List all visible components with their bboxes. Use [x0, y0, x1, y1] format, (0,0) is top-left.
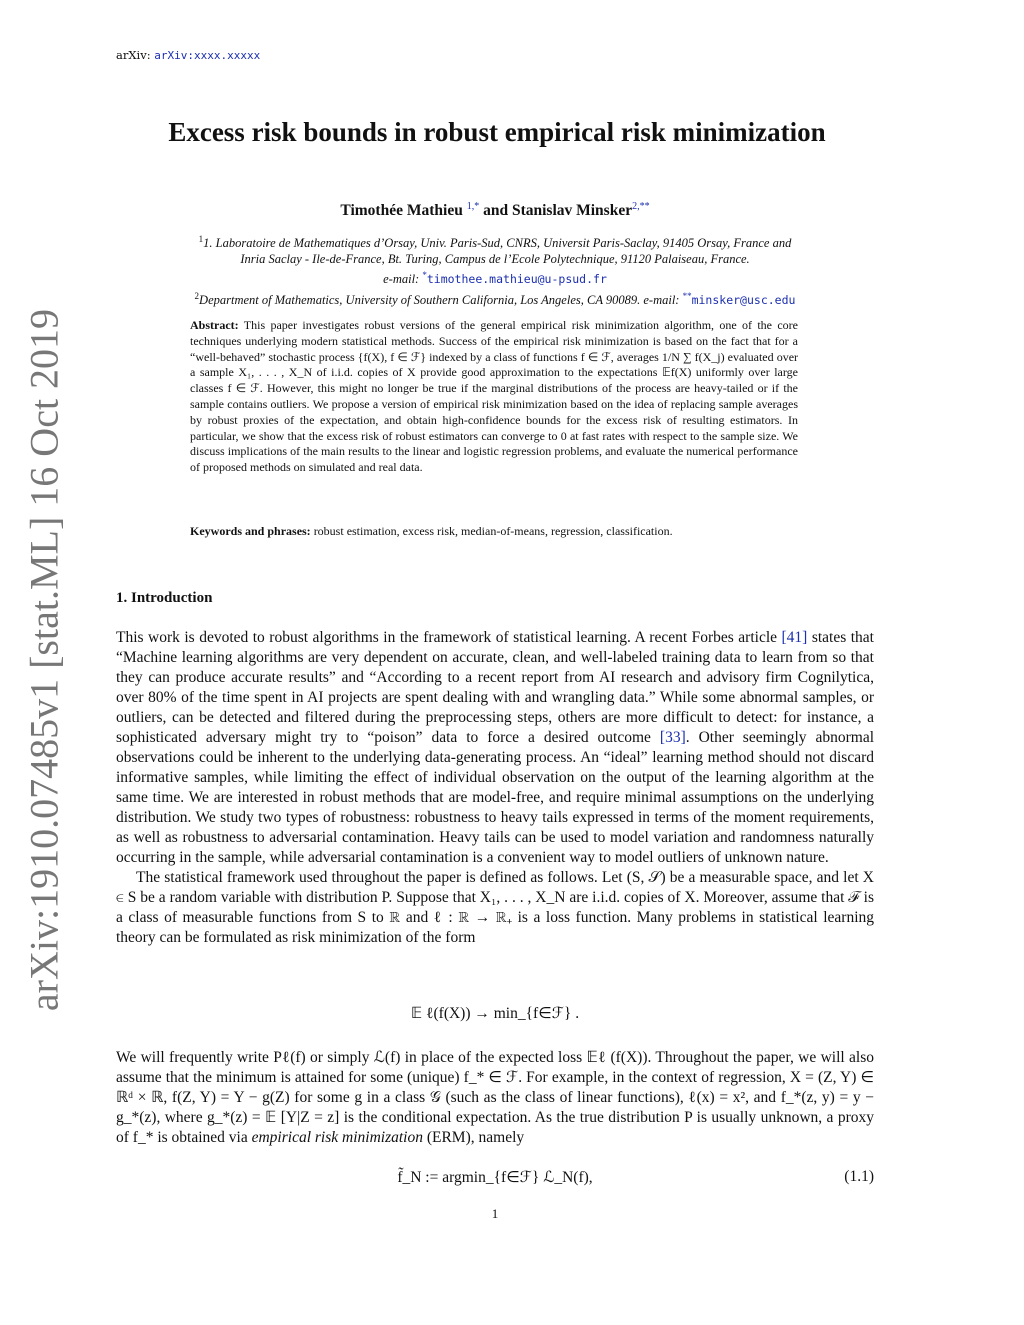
author-1: Timothée Mathieu [340, 202, 463, 220]
keywords-text: robust estimation, excess risk, median-of-means, regression, classification. [313, 524, 673, 538]
citation-33[interactable]: [33] [659, 729, 686, 746]
abstract-text-1: This paper investigates robust versions of the general empirical risk minimization algorithm, one of the core techniques underlying modern statistical methods. Success of the empirical risk minimization is based on the fact that for a “well-behaved” stochastic process {f(X), f ∈ ℱ} indexed by a class of functions f ∈ ℱ, averages [190, 318, 798, 364]
email-link-1[interactable]: timothee.mathieu@u-psud.fr [426, 272, 607, 287]
header-arxiv-link[interactable]: arXiv:xxxx.xxxxx [154, 49, 261, 62]
affiliation-2: $^2$Department of Mathematics, University of Southern California, Los Angeles, CA 90089. e-mail: **minsker@usc.edu [194, 291, 796, 308]
email-link-2[interactable]: minsker@usc.edu [691, 293, 796, 308]
arxiv-header [116, 48, 260, 62]
author-2-mark[interactable]: 2,** [632, 201, 650, 212]
paragraph-1: This work is devoted to robust algorithms in the framework of statistical learning. A recent Forbes article [41] states that “Machine learning algorithms are very dependent on accurate, clean, and well-labeled training data to learn from so that they can produce accurate results” and “According to a recent report from AI research and advisory firm Cognilytica, over 80% of the time spent in AI projects are spent dealing with and wrangling data.” While some abnormal samples, or outliers, can be detected and filtered during the preprocessing steps, others are more difficult to detect: for instance, a sophisticated adversary might try to “poison” data to force a desired outcome [33]. Other seemingly abnormal observations could be inherent to the underlying data-generating process. An “ideal” learning method should not discard informative samples, while limiting the effect of individual observation on the output of the learning algorithm at the same time. We are interested in robust methods that are model-free, and require minimal assumptions on the underlying distribution. We study two types of robustness: robustness to heavy tails expressed in terms of the moment requirements, as well as robustness to adversarial contamination. Heavy tails can be used to model variation and randomness naturally occurring in the sample, while adversarial contamination is a convenient way to model outliers of unknown nature. [116, 629, 875, 866]
affiliation-1-mark: 1 [198, 234, 204, 244]
page-number: 1 [491, 1206, 499, 1221]
display-equation-1: 𝔼 ℓ(f(X)) → min_{f∈ℱ} . [410, 1005, 580, 1022]
header-label: arXiv: [116, 48, 151, 62]
keywords [190, 524, 798, 540]
author-1-mark[interactable]: 1,* [466, 201, 480, 212]
abstract-label: Abstract: [190, 318, 239, 332]
author-2: Stanislav Minsker [511, 202, 633, 220]
abstract-average-expr: 1/N ∑ f(X_j) [661, 349, 725, 364]
keywords-label: Keywords and phrases: [190, 524, 311, 538]
abstract-text-2: evaluated over a sample X₁, . . . , X_N of i.i.d. copies of X provide good approximation to the expectations 𝔼f(X) uniformly over large classes f ∈ ℱ. However, this might no longer be true if the marginal distributions of the process are heavy-tailed or if the sample contains outliers. We propose a version of empirical risk minimization based on the idea of replacing sample averages by robust proxies of the expectation, and obtain high-confidence bounds for the excess risk of resulting estimators. In particular, we show that the excess risk of robust estimators can converge to 0 at fast rates with respect to the sample size. We discuss implications of the main results to the linear and logistic regression problems, and evaluate the numerical performance of proposed methods on simulated and real data. [190, 349, 799, 475]
affiliation-1 [116, 231, 874, 287]
equation-number[interactable]: (1.1) [844, 1168, 874, 1185]
affiliation-1-line1: $^1$1. Laboratoire de Mathematiques d’Orsay, Univ. Paris-Sud, CNRS, Universit Paris-Saclay, 91405 Orsay, France and [198, 234, 792, 251]
author-line [116, 201, 874, 220]
citation-41[interactable]: [41] [781, 629, 808, 646]
arxiv-side-stamp: arXiv:1910.07485v1 [stat.ML] 16 Oct 2019 [21, 308, 67, 1012]
emphasis-erm: empirical risk minimization [251, 1129, 423, 1146]
affiliation-2-mark: 2 [194, 291, 200, 301]
paragraph-2: The statistical framework used throughout the paper is defined as follows. Let (S, 𝒮) be a measurable space, and let X ∈ S be a random variable with distribution P. Suppose that X₁, . . . , X_N are i.i.d. copies of X. Moreover, assume that ℱ is a class of measurable functions from S to ℝ and ℓ : ℝ → ℝ₊ is a loss function. Many problems in statistical learning theory can be formulated as risk minimization of the form [116, 869, 874, 946]
paper-title: Excess risk bounds in robust empirical risk minimization [168, 117, 826, 147]
abstract [190, 318, 798, 476]
affiliation-1-email-line: e-mail: *timothee.mathieu@u-psud.fr [383, 270, 607, 287]
intro-body [116, 628, 874, 948]
affiliation-1-line2: Inria Saclay - Ile-de-France, Bt. Turing, Campus de l’Ecole Polytechnique, 91120 Palaiseau, France. [240, 252, 750, 267]
author-and: and [483, 202, 509, 220]
paragraph-3: We will frequently write Pℓ(f) or simply ℒ(f) in place of the expected loss 𝔼ℓ (f(X)). Throughout the paper, we will also assume that the minimum is attained for some (unique) f_* ∈ ℱ. For example, in the context of regression, X = (Z, Y) ∈ ℝᵈ × ℝ, f(Z, Y) = Y − g(Z) for some g in a class 𝒢 (such as the class of linear functions), ℓ(x) = x², and f_*(z, y) = y − g_*(z), where g_*(z) = 𝔼 [Y|Z = z] is the conditional expectation. As the true distribution P is usually unknown, a proxy of f_* is obtained via empirical risk minimization (ERM), namely [116, 1049, 874, 1146]
display-equation-2: f̃_N := argmin_{f∈ℱ} ℒ_N(f), [397, 1169, 593, 1186]
section-title: 1. Introduction [116, 590, 213, 606]
